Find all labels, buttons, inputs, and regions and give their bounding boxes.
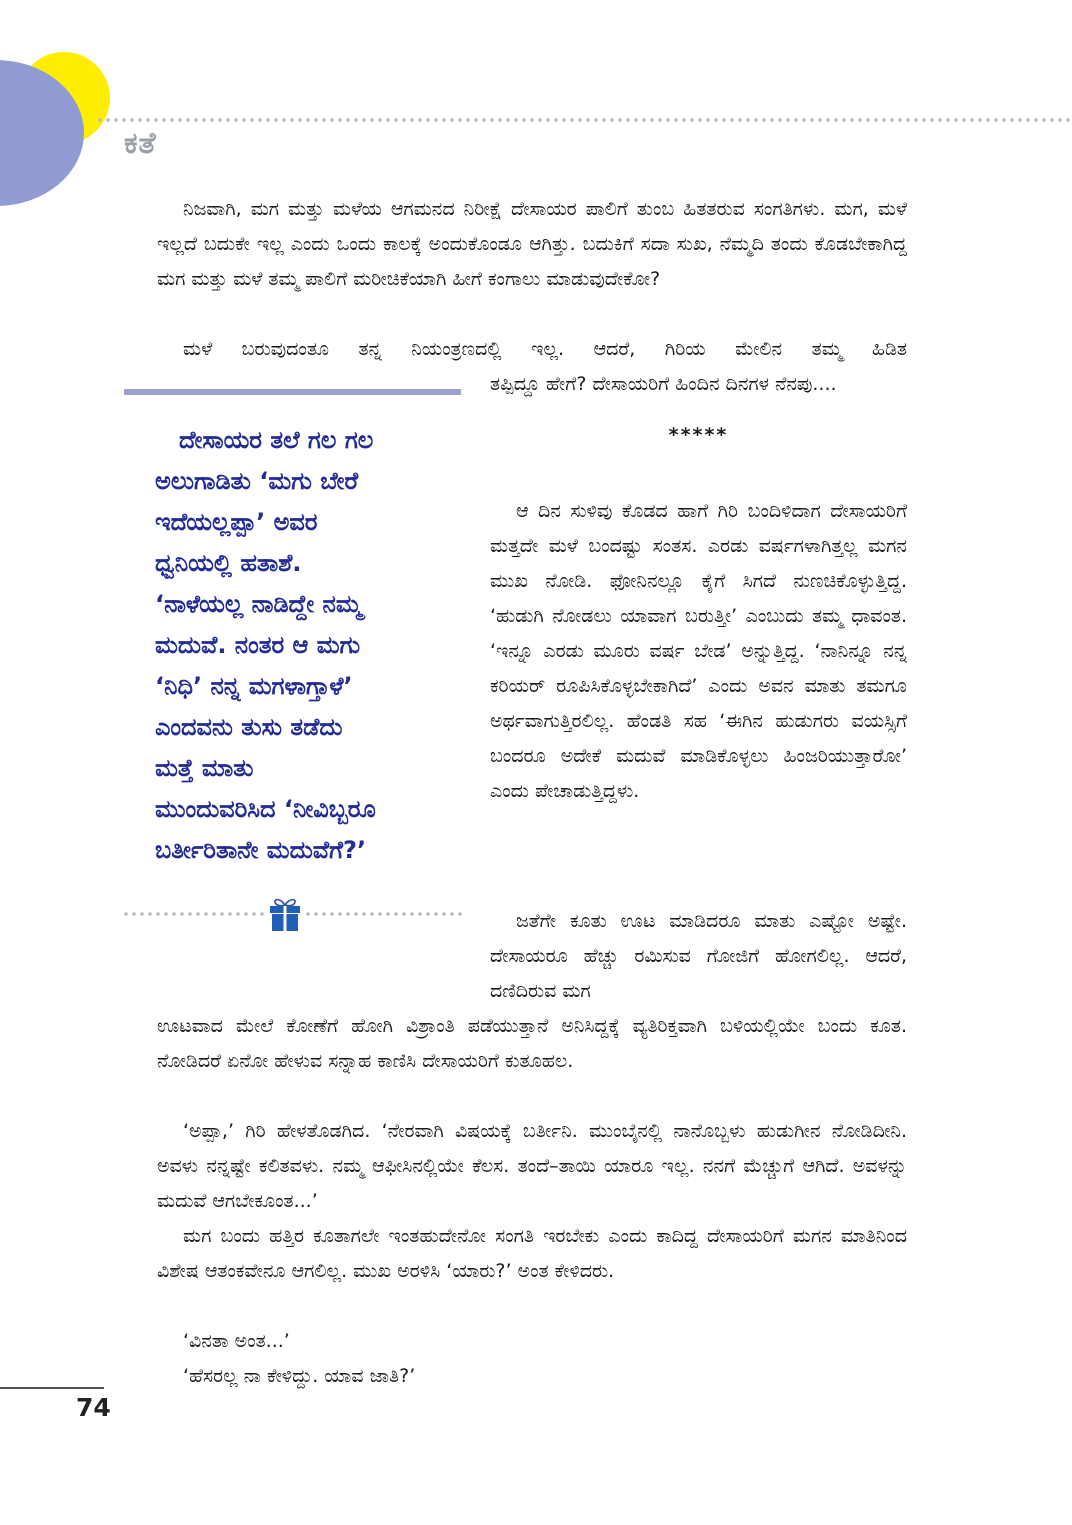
- pull-quote-line: ಎಂದವನು ತುಸು ತಡೆದು: [155, 713, 343, 741]
- story-paragraph-2-start: ಮಳೆ ಬರುವುದಂತೂ ತನ್ನ ನಿಯಂತ್ರಣದಲ್ಲಿ ಇಲ್ಲ. ಆದರೆ, ಗಿರಿಯ ಮೇಲಿನ ತಮ್ಮ ಹಿಡಿತ: [183, 338, 907, 360]
- story-paragraph-4-end: ಊಟವಾದ ಮೇಲೆ ಕೋಣೆಗೆ ಹೋಗಿ ವಿಶ್ರಾಂತಿ ಪಡೆಯುತ್ತಾನೆ ಅನಿಸಿದ್ದಕ್ಕೆ ವ್ಯತಿರಿಕ್ತವಾಗಿ ಬಳಿಯಲ್ಲಿಯೇ ಬಂದು ಕೂತ. ನೋಡಿದರೆ ಏನೋ ಹೇಳುವ ಸನ್ನಾಹ ಕಾಣಿಸಿ ದೇಸಾಯರಿಗೆ ಕುತೂಹಲ.: [157, 1015, 907, 1072]
- story-paragraph-5: ‘ಅಪ್ಪಾ,’ ಗಿರಿ ಹೇಳತೊಡಗಿದ. ‘ನೇರವಾಗಿ ವಿಷಯಕ್ಕೆ ಬರ್ತೀನಿ. ಮುಂಬೈನಲ್ಲಿ ನಾನೊಬ್ಬಳು ಹುಡುಗೀನ ನೋಡಿದೀನಿ. ಅವಳು ನನ್ನಷ್ಟೇ ಕಲಿತವಳು. ನಮ್ಮ ಆಫೀಸಿನಲ್ಲಿಯೇ ಕೆಲಸ. ತಂದೆ–ತಾಯಿ ಯಾರೂ ಇಲ್ಲ. ನನಗೆ ಮೆಚ್ಚುಗೆ ಆಗಿದೆ. ಅವಳನ್ನು ಮದುವೆ ಆಗಬೇಕೂಂತ...’: [157, 1120, 907, 1212]
- pull-quote-line: ‘ನಿಧಿ’ ನನ್ನ ಮಗಳಾಗ್ತಾಳೆ’: [155, 672, 353, 700]
- story-paragraph-4-start: ಜತೆಗೇ ಕೂತು ಊಟ ಮಾಡಿದರೂ ಮಾತು ಎಷ್ಟೋ ಅಷ್ಟೇ. ದೇಸಾಯರೂ ಹೆಚ್ಚು ರಮಿಸುವ ಗೋಜಿಗೆ ಹೋಗಲಿಲ್ಲ. ಆದರೆ, ದಣಿದಿರುವ ಮಗ: [490, 910, 907, 1002]
- story-paragraph-2-end: ತಪ್ಪಿದ್ದೂ ಹೇಗೆ? ದೇಸಾಯರಿಗೆ ಹಿಂದಿನ ದಿನಗಳ ನೆನಪು....: [490, 373, 837, 395]
- divider-dots-right: [304, 911, 464, 917]
- pull-quote: [155, 420, 465, 871]
- story-paragraph-8: ‘ಹೆಸರಲ್ಲ ನಾ ಕೇಳಿದ್ದು. ಯಾವ ಜಾತಿ?’: [183, 1365, 416, 1387]
- section-break-stars: *****: [668, 424, 729, 446]
- section-tag: ಕತೆ: [124, 126, 157, 161]
- pull-quote-line: ಮುಂದುವರಿಸಿದ ‘ನೀವಿಬ್ಬರೂ: [155, 795, 376, 823]
- story-paragraph-7: ‘ವಿನತಾ ಅಂತ...’: [183, 1330, 290, 1352]
- pull-quote-line: ಧ್ವನಿಯಲ್ಲಿ ಹತಾಶೆ.: [155, 549, 302, 577]
- page-number: 74: [76, 1393, 111, 1422]
- gift-icon: [268, 896, 302, 932]
- pull-quote-line: ಮದುವೆ. ನಂತರ ಆ ಮಗು: [155, 631, 361, 659]
- pull-quote-line: ಅಲುಗಾಡಿತು ‘ಮಗು ಬೇರೆ: [155, 467, 359, 495]
- pull-quote-line: ದೇಸಾಯರ ತಲೆ ಗಲ ಗಲ: [179, 426, 374, 454]
- pull-quote-rule: [124, 389, 461, 395]
- pull-quote-line: ಮತ್ತೆ ಮಾತು: [155, 754, 254, 782]
- story-paragraph-1: ನಿಜವಾಗಿ, ಮಗ ಮತ್ತು ಮಳೆಯ ಆಗಮನದ ನಿರೀಕ್ಷೆ ದೇಸಾಯರ ಪಾಲಿಗೆ ತುಂಬ ಹಿತತರುವ ಸಂಗತಿಗಳು. ಮಗ, ಮಳೆ ಇಲ್ಲದೆ ಬದುಕೇ ಇಲ್ಲ ಎಂದು ಒಂದು ಕಾಲಕ್ಕೆ ಅಂದುಕೊಂಡೂ ಆಗಿತ್ತು. ಬದುಕಿಗೆ ಸದಾ ಸುಖ, ನೆಮ್ಮದಿ ತಂದು ಕೊಡಬೇಕಾಗಿದ್ದ ಮಗ ಮತ್ತು ಮಳೆ ತಮ್ಮ ಪಾಲಿಗೆ ಮರೀಚಿಕೆಯಾಗಿ ಹೀಗೆ ಕಂಗಾಲು ಮಾಡುವುದೇಕೋ?: [157, 198, 907, 290]
- dotted-header-rule: [96, 117, 1072, 123]
- story-paragraph-3: ಆ ದಿನ ಸುಳಿವು ಕೊಡದ ಹಾಗೆ ಗಿರಿ ಬಂದಿಳಿದಾಗ ದೇಸಾಯರಿಗೆ ಮತ್ತದೇ ಮಳೆ ಬಂದಷ್ಟು ಸಂತಸ. ಎರಡು ವರ್ಷಗಳಾಗಿತ್ತಲ್ಲ ಮಗನ ಮುಖ ನೋಡಿ. ಫೋನಿನಲ್ಲೂ ಕೈಗೆ ಸಿಗದೆ ನುಣಚಿಕೊಳ್ಳುತ್ತಿದ್ದ. ‘ಹುಡುಗಿ ನೋಡಲು ಯಾವಾಗ ಬರುತ್ತೀ’ ಎಂಬುದು ತಮ್ಮ ಧಾವಂತ. ‘ಇನ್ನೂ ಎರಡು ಮೂರು ವರ್ಷ ಬೇಡ’ ಅನ್ನುತ್ತಿದ್ದ. ‘ನಾನಿನ್ನೂ ನನ್ನ ಕರಿಯರ್ ರೂಪಿಸಿಕೊಳ್ಳಬೇಕಾಗಿದೆ’ ಎಂದು ಅವನ ಮಾತು ತಮಗೂ ಅರ್ಥವಾಗುತ್ತಿರಲಿಲ್ಲ. ಹೆಂಡತಿ ಸಹ ‘ಈಗಿನ ಹುಡುಗರು ವಯಸ್ಸಿಗೆ ಬಂದರೂ ಅದೇಕೆ ಮದುವೆ ಮಾಡಿಕೊಳ್ಳಲು ಹಿಂಜರಿಯುತ್ತಾರೋ’ ಎಂದು ಪೇಚಾಡುತ್ತಿದ್ದಳು.: [490, 500, 907, 802]
- pull-quote-line: ‘ನಾಳೆಯಲ್ಲ ನಾಡಿದ್ದೇ ನಮ್ಮ: [155, 590, 362, 618]
- divider-dots-left: [122, 911, 266, 917]
- footer-rule: [0, 1387, 104, 1389]
- pull-quote-line: ಬರ್ತೀರಿತಾನೇ ಮದುವೆಗೆ?’: [155, 836, 367, 864]
- pull-quote-line: ಇದೆಯಲ್ಲಪ್ಪಾ’ ಅವರ: [155, 508, 318, 536]
- story-paragraph-6: ಮಗ ಬಂದು ಹತ್ತಿರ ಕೂತಾಗಲೇ ಇಂತಹುದೇನೋ ಸಂಗತಿ ಇರಬೇಕು ಎಂದು ಕಾದಿದ್ದ ದೇಸಾಯರಿಗೆ ಮಗನ ಮಾತಿನಿಂದ ವಿಶೇಷ ಆತಂಕವೇನೂ ಆಗಲಿಲ್ಲ. ಮುಖ ಅರಳಿಸಿ ‘ಯಾರು?’ ಅಂತ ಕೇಳಿದರು.: [157, 1225, 907, 1282]
